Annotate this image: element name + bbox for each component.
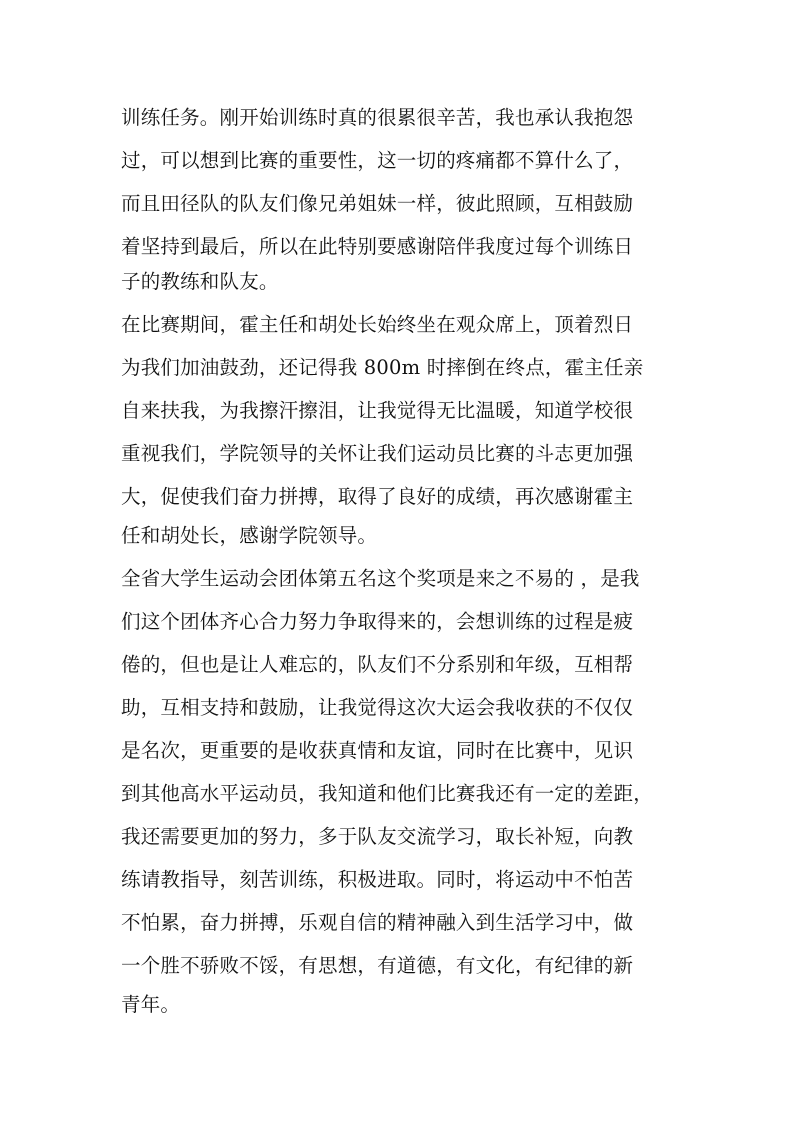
text-line: 子的教练和队友。 (121, 270, 279, 293)
text-line: 而且田径队的队友们像兄弟姐妹一样，彼此照顾，互相鼓励 (121, 192, 634, 215)
text-line: 到其他高水平运动员，我知道和他们比赛我还有一定的差距， (121, 782, 653, 805)
text-line: 自来扶我，为我擦汗擦泪，让我觉得无比温暖，知道学校很 (121, 399, 634, 422)
text-line: 为我们加油鼓劲，还记得我 800m 时摔倒在终点，霍主任亲 (121, 356, 644, 379)
text-line: 我还需要更加的努力，多于队友交流学习，取长补短，向教 (121, 825, 634, 848)
text-line: 全省大学生运动会团体第五名这个奖项是来之不易的 ，是我 (121, 567, 640, 590)
text-line: 们这个团体齐心合力努力争取得来的，会想训练的过程是疲 (121, 610, 634, 633)
text-line: 任和胡处长，感谢学院领导。 (121, 524, 378, 547)
text-line: 在比赛期间，霍主任和胡处长始终坐在观众席上，顶着烈日 (121, 313, 634, 336)
text-line: 练请教指导，刻苦训练，积极进取。同时，将运动中不怕苦 (121, 868, 634, 891)
text-line: 大，促使我们奋力拼搏，取得了良好的成绩，再次感谢霍主 (121, 485, 634, 508)
text-line: 训练任务。刚开始训练时真的很累很辛苦，我也承认我抱怨 (121, 106, 634, 129)
text-line: 不怕累，奋力拼搏，乐观自信的精神融入到生活学习中，做 (121, 911, 634, 934)
text-line: 重视我们，学院领导的关怀让我们运动员比赛的斗志更加强 (121, 442, 634, 465)
text-line: 是名次，更重要的是收获真情和友谊，同时在比赛中，见识 (121, 739, 634, 762)
text-line: 倦的，但也是让人难忘的，队友们不分系别和年级，互相帮 (121, 653, 634, 676)
text-line: 着坚持到最后，所以在此特别要感谢陪伴我度过每个训练日 (121, 235, 634, 258)
text-line: 助，互相支持和鼓励，让我觉得这次大运会我收获的不仅仅 (121, 696, 634, 719)
text-line: 青年。 (121, 993, 181, 1016)
text-line: 过，可以想到比赛的重要性，这一切的疼痛都不算什么了， (121, 149, 634, 172)
text-line: 一个胜不骄败不馁，有思想，有道德，有文化，有纪律的新 (121, 954, 634, 977)
